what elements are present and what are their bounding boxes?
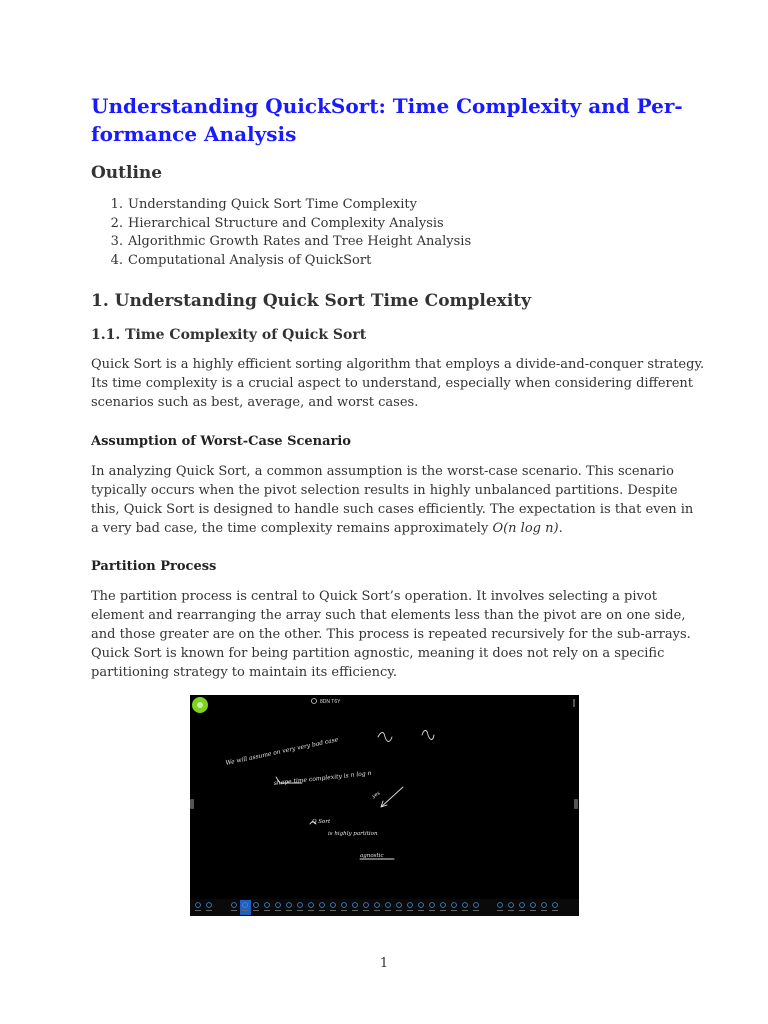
paragraph-line (91, 519, 679, 538)
outline-item-number: 3. (110, 234, 123, 250)
page-number: 1 (379, 956, 389, 971)
tool-caption-mark (374, 910, 380, 911)
tool-caption-mark (541, 910, 547, 911)
right-side-handle[interactable] (574, 799, 578, 809)
paragraph-line: partitioning strategy to maintain its efficiency. (91, 665, 398, 680)
tool-caption-mark (530, 910, 536, 911)
tool-caption-mark (253, 910, 259, 911)
math-expression: O(n log n) (492, 521, 559, 536)
outline-item-number: 1. (110, 197, 123, 212)
tool-caption-mark (508, 910, 514, 911)
tool-caption-mark (242, 910, 248, 911)
tool-caption-mark (286, 910, 292, 911)
tool-caption-mark (297, 910, 303, 911)
paragraph-line: In analyzing Quick Sort, a common assumption is the worst-case scenario. This scenario (91, 464, 674, 479)
outline-item (91, 252, 471, 271)
tool-caption-mark (308, 910, 314, 911)
hw-line-2: shape time complexity is n log n (273, 769, 372, 787)
tool-caption-mark (231, 910, 237, 911)
outline-item-text: Hierarchical Structure and Complexity Analysis (128, 215, 444, 231)
paragraph-line: Its time complexity is a crucial aspect to understand, especially when considering different (91, 376, 694, 391)
tool-caption-mark (363, 910, 369, 911)
hw-line-4: Q Sort (312, 819, 331, 825)
outline-list (91, 196, 471, 270)
outline-item (91, 233, 471, 252)
paragraph-line-end: . (558, 521, 563, 536)
paragraph-line: Quick Sort is known for being partition agnostic, meaning it does not rely on a specific (91, 646, 665, 661)
tool-caption-mark (552, 910, 558, 911)
outline-item-text: Computational Analysis of QuickSort (128, 252, 372, 268)
tool-caption-mark (473, 910, 479, 911)
tool-caption-mark (264, 910, 270, 911)
whiteboard-screenshot (190, 695, 579, 916)
worst-case-paragraph (91, 462, 694, 538)
tool-caption-mark (195, 910, 201, 911)
paragraph-line: scenarios such as best, average, and worst cases. (91, 395, 419, 410)
title-line-2: formance Analysis (91, 122, 297, 146)
partition-paragraph (91, 587, 691, 682)
tool-caption-mark (497, 910, 503, 911)
paragraph-line: typically occurs when the pivot selection results in highly unbalanced partitions. Despite (91, 483, 678, 498)
paragraph-line: Quick Sort is a highly efficient sorting algorithm that employs a divide-and-conquer strategy. (91, 357, 705, 372)
intro-paragraph (91, 355, 705, 412)
document-title (91, 92, 691, 148)
tool-caption-mark (407, 910, 413, 911)
outline-item-number: 2. (110, 215, 123, 231)
tool-caption-mark (451, 910, 457, 911)
tool-caption-mark (396, 910, 402, 911)
outline-item (91, 196, 471, 215)
tool-caption-mark (275, 910, 281, 911)
tool-caption-mark (352, 910, 358, 911)
worst-case-heading: Assumption of Worst-Case Scenario (91, 434, 351, 449)
outline-heading: Outline (91, 163, 163, 183)
hw-line-6: agnostic (360, 853, 384, 859)
outline-item-text: Algorithmic Growth Rates and Tree Height Analysis (128, 234, 472, 250)
tool-caption-mark (429, 910, 435, 911)
paragraph-line: and those greater are on the other. This process is repeated recursively for the sub-arrays. (91, 627, 691, 642)
outline-item (91, 215, 471, 234)
subsection-1-1-heading: 1.1. Time Complexity of Quick Sort (91, 327, 367, 343)
section-1-heading: 1. Understanding Quick Sort Time Complexity (91, 291, 532, 311)
hw-line-3: yes (371, 790, 382, 800)
tool-caption-mark (319, 910, 325, 911)
top-right-marker (573, 699, 575, 707)
whiteboard-toolbar (190, 899, 579, 916)
green-dot-center (197, 702, 203, 708)
partition-heading: Partition Process (91, 559, 217, 574)
left-side-handle[interactable] (190, 799, 194, 809)
outline-item-number: 4. (110, 252, 123, 268)
tool-caption-mark (440, 910, 446, 911)
toolbar-tool-icon[interactable] (240, 900, 251, 915)
paragraph-line: element and rearranging the array such that elements less than the pivot are on one side, (91, 608, 686, 623)
outline-item-text: Understanding Quick Sort Time Complexity (128, 197, 417, 212)
tool-caption-mark (330, 910, 336, 911)
tool-caption-mark (385, 910, 391, 911)
tool-caption-mark (206, 910, 212, 911)
tool-caption-mark (462, 910, 468, 911)
paragraph-line: this, Quick Sort is designed to handle such cases efficiently. The expectation is that even in (91, 502, 694, 517)
tool-caption-mark (418, 910, 424, 911)
tool-caption-mark (341, 910, 347, 911)
hw-line-1: We will assume on very very bad case (224, 736, 339, 767)
paragraph-line: The partition process is central to Quick Sort’s operation. It involves selecting a pivot (91, 589, 657, 604)
title-line-1: Understanding QuickSort: Time Complexity and Per- (91, 94, 683, 118)
tool-caption-mark (519, 910, 525, 911)
session-label: 8DN T6Y (320, 699, 341, 705)
paragraph-line-text: a very bad case, the time complexity remains approximately (91, 521, 493, 536)
hw-line-5: is highly partition (328, 831, 378, 837)
